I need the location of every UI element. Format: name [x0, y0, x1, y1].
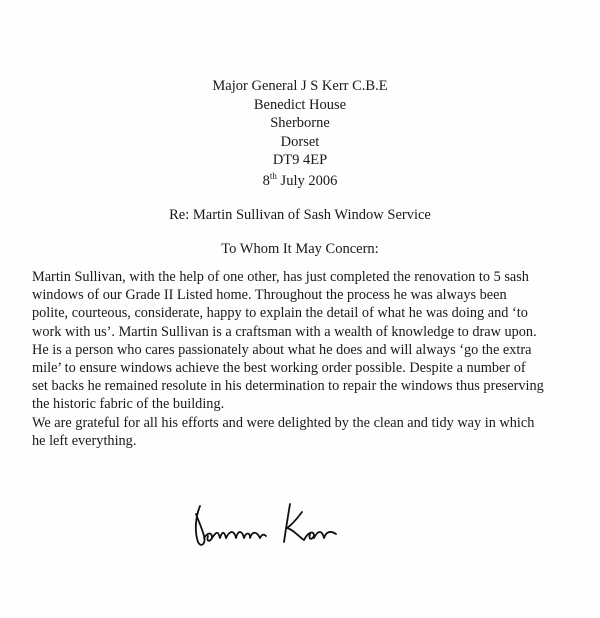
date-day: 8 [262, 173, 270, 189]
body-line: polite, courteous, considerate, happy to explain the detail of what he was doing and ‘to [32, 305, 528, 322]
date-suffix: th [269, 171, 277, 181]
body-line: windows of our Grade II Listed home. Throughout the process he was always been [32, 287, 507, 304]
handwritten-signature [190, 492, 350, 562]
body-line: He is a person who cares passionately about what he does and will always ‘go the extra [32, 341, 532, 358]
sender-name: Major General J S Kerr C.B.E [212, 78, 388, 94]
sender-address [0, 77, 600, 170]
letter-body [32, 268, 577, 450]
sender-town: Sherborne [270, 115, 330, 132]
salutation: To Whom It May Concern: [221, 241, 379, 257]
body-line: the historic fabric of the building. [32, 396, 225, 413]
body-line: Martin Sullivan, with the help of one other, has just completed the renovation to 5 sash [32, 269, 529, 285]
body-line: work with us’. Martin Sullivan is a craftsman with a wealth of knowledge to draw upon. [32, 323, 537, 340]
sender-postcode: DT9 4EP [272, 152, 328, 169]
body-line: mile’ to ensure windows achieve the best working order possible. Despite a number of [32, 360, 526, 377]
body-line: We are grateful for all his efforts and were delighted by the clean and tidy way in which [32, 414, 535, 431]
letter-date [0, 173, 600, 190]
sender-county: Dorset [280, 133, 320, 150]
subject-line: Re: Martin Sullivan of Sash Window Service [169, 207, 431, 223]
body-line: set backs he remained resolute in his determination to repair the windows thus preserving [32, 378, 544, 395]
sender-house: Benedict House [253, 96, 347, 113]
body-line: he left everything. [32, 432, 137, 449]
date-rest: July 2006 [276, 173, 338, 189]
